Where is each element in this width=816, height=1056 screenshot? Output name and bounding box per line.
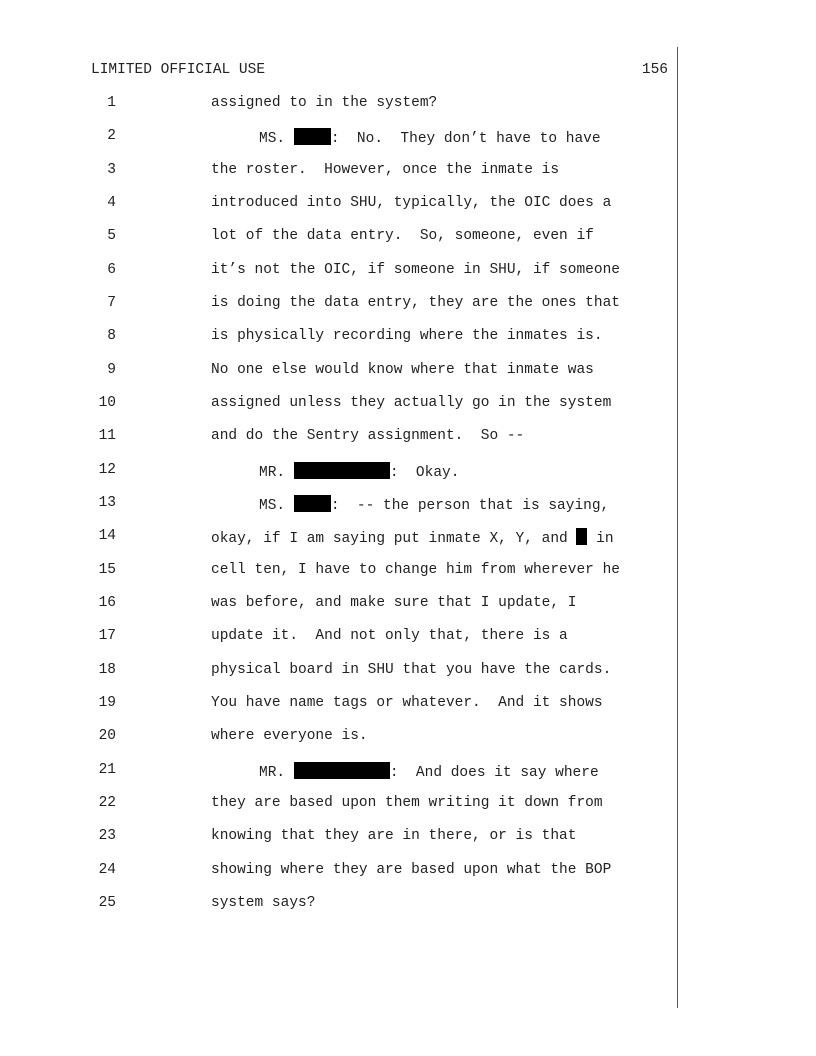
transcript-line <box>0 328 677 348</box>
transcript-line <box>0 728 677 748</box>
transcript-line <box>0 462 677 482</box>
line-text: No one else would know where that inmate was <box>211 362 594 378</box>
right-margin-rule <box>677 47 678 1008</box>
line-number: 7 <box>107 295 116 311</box>
transcript-line <box>0 795 677 815</box>
speaker-title: MR. <box>259 765 286 781</box>
line-text <box>259 462 459 481</box>
line-number: 25 <box>98 895 116 911</box>
line-number: 22 <box>98 795 116 811</box>
page-number: 156 <box>641 62 668 78</box>
line-number: 17 <box>98 628 116 644</box>
line-text: system says? <box>211 895 316 911</box>
redaction-block <box>294 495 331 512</box>
transcript-line <box>0 495 677 515</box>
line-text: the roster. However, once the inmate is <box>211 162 560 178</box>
transcript-line <box>0 828 677 848</box>
line-number: 9 <box>107 362 116 378</box>
line-text: showing where they are based upon what the BOP <box>211 862 612 878</box>
line-text: was before, and make sure that I update, I <box>211 595 577 611</box>
line-text: assigned to in the system? <box>211 95 438 111</box>
speech-text: : Okay. <box>389 465 460 481</box>
transcript-line <box>0 95 677 115</box>
line-number: 14 <box>98 528 116 544</box>
line-text: knowing that they are in there, or is that <box>211 828 577 844</box>
transcript-line <box>0 628 677 648</box>
line-text: where everyone is. <box>211 728 368 744</box>
line-number: 10 <box>98 395 116 411</box>
line-number: 21 <box>98 762 116 778</box>
transcript-line <box>0 895 677 915</box>
line-text: introduced into SHU, typically, the OIC does a <box>211 195 612 211</box>
transcript-line <box>0 362 677 382</box>
speech-text: okay, if I am saying put inmate X, Y, and <box>211 531 577 547</box>
line-text: assigned unless they actually go in the system <box>211 395 612 411</box>
redaction-block <box>294 762 390 779</box>
transcript-line <box>0 562 677 582</box>
transcript-line <box>0 262 677 282</box>
transcript-line <box>0 295 677 315</box>
line-text: and do the Sentry assignment. So -- <box>211 428 525 444</box>
line-number: 24 <box>98 862 116 878</box>
speech-text: : And does it say where <box>389 765 599 781</box>
transcript-line <box>0 128 677 148</box>
line-text: update it. And not only that, there is a <box>211 628 568 644</box>
line-number: 20 <box>98 728 116 744</box>
line-number: 18 <box>98 662 116 678</box>
transcript-line <box>0 662 677 682</box>
line-text: You have name tags or whatever. And it shows <box>211 695 603 711</box>
speaker-title: MS. <box>259 131 286 147</box>
line-number: 6 <box>107 262 116 278</box>
line-number: 19 <box>98 695 116 711</box>
line-text: is doing the data entry, they are the ones that <box>211 295 620 311</box>
transcript-line <box>0 228 677 248</box>
speaker-title: MS. <box>259 498 286 514</box>
line-number: 23 <box>98 828 116 844</box>
classification-header: LIMITED OFFICIAL USE <box>91 62 266 78</box>
line-number: 15 <box>98 562 116 578</box>
line-text: lot of the data entry. So, someone, even if <box>211 228 594 244</box>
transcript-line <box>0 862 677 882</box>
line-text <box>259 495 609 514</box>
line-number: 12 <box>98 462 116 478</box>
speaker-title: MR. <box>259 465 286 481</box>
transcript-line <box>0 395 677 415</box>
line-number: 11 <box>98 428 116 444</box>
line-text: physical board in SHU that you have the cards. <box>211 662 612 678</box>
line-number: 13 <box>98 495 116 511</box>
line-text: they are based upon them writing it down from <box>211 795 603 811</box>
line-text: cell ten, I have to change him from wherever he <box>211 562 620 578</box>
line-number: 8 <box>107 328 116 344</box>
redaction-block <box>576 528 587 545</box>
speech-text: : No. They don’t have to have <box>330 131 601 147</box>
line-number: 5 <box>107 228 116 244</box>
line-text <box>211 528 614 547</box>
transcript-line <box>0 595 677 615</box>
transcript-line <box>0 695 677 715</box>
line-number: 2 <box>107 128 116 144</box>
line-text <box>259 128 601 147</box>
transcript-line <box>0 162 677 182</box>
line-number: 4 <box>107 195 116 211</box>
transcript-line <box>0 195 677 215</box>
line-number: 3 <box>107 162 116 178</box>
redaction-block <box>294 128 331 145</box>
speech-text: : -- the person that is saying, <box>330 498 610 514</box>
speech-text: in <box>587 531 614 547</box>
transcript-line <box>0 528 677 548</box>
line-text <box>259 762 599 781</box>
line-text: is physically recording where the inmates is. <box>211 328 603 344</box>
line-number: 1 <box>107 95 116 111</box>
transcript-line <box>0 428 677 448</box>
redaction-block <box>294 462 390 479</box>
transcript-line <box>0 762 677 782</box>
line-text: it’s not the OIC, if someone in SHU, if someone <box>211 262 620 278</box>
line-number: 16 <box>98 595 116 611</box>
